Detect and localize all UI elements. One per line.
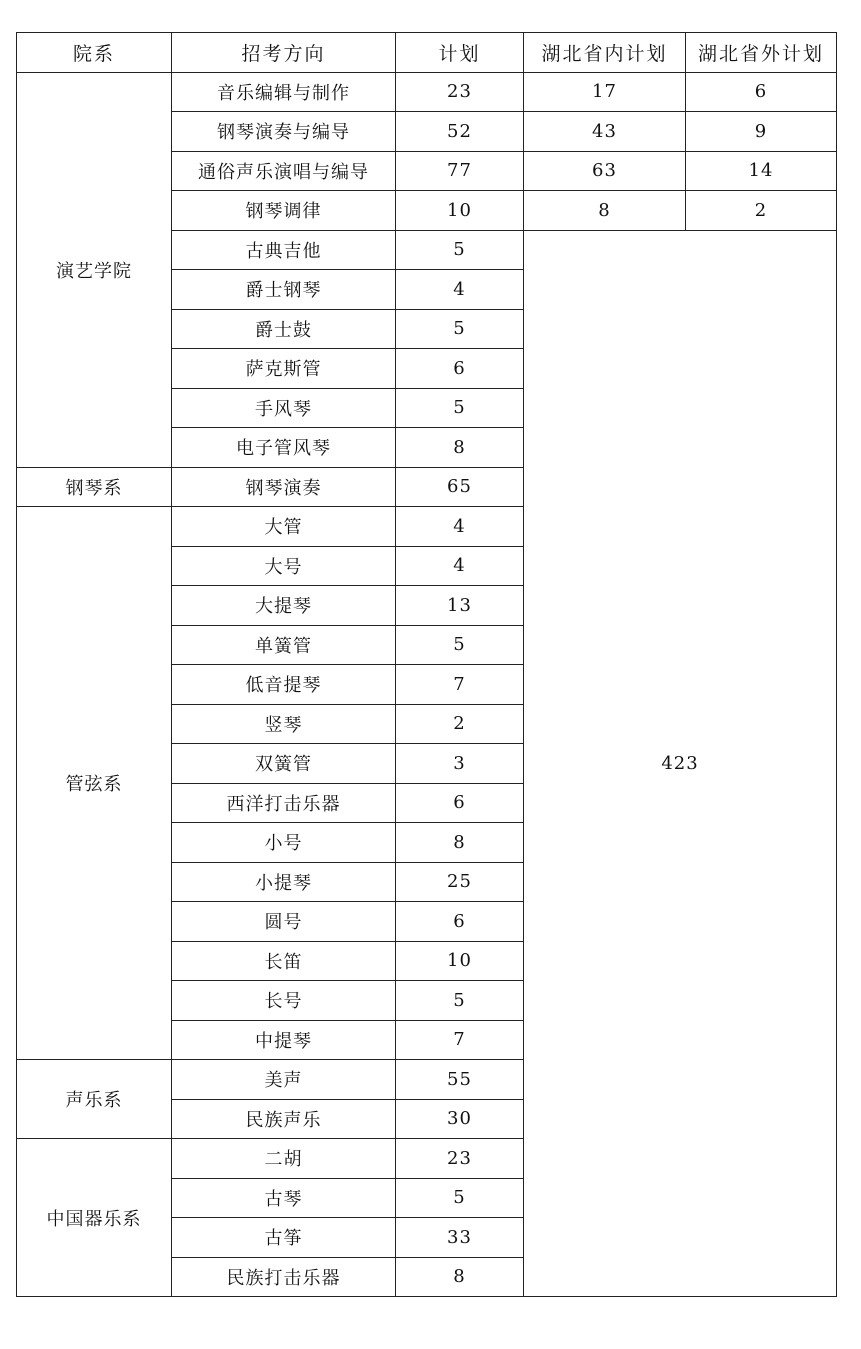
major-cell: 西洋打击乐器 <box>172 783 396 823</box>
in-hubei-cell: 63 <box>524 151 686 191</box>
plan-cell: 23 <box>396 1139 524 1179</box>
merged-regional-total-cell: 423 <box>524 230 837 1297</box>
major-cell: 萨克斯管 <box>172 349 396 389</box>
dept-cell: 钢琴系 <box>17 467 172 507</box>
major-cell: 手风琴 <box>172 388 396 428</box>
major-cell: 古筝 <box>172 1218 396 1258</box>
out-hubei-cell: 2 <box>686 191 837 231</box>
major-cell: 小号 <box>172 823 396 863</box>
plan-cell: 4 <box>396 546 524 586</box>
in-hubei-cell: 8 <box>524 191 686 231</box>
major-cell: 古琴 <box>172 1178 396 1218</box>
plan-cell: 4 <box>396 270 524 310</box>
dept-cell: 声乐系 <box>17 1060 172 1139</box>
major-cell: 音乐编辑与制作 <box>172 72 396 112</box>
major-cell: 竖琴 <box>172 704 396 744</box>
plan-cell: 5 <box>396 388 524 428</box>
plan-cell: 55 <box>396 1060 524 1100</box>
header-dept: 院系 <box>17 33 172 73</box>
plan-cell: 8 <box>396 428 524 468</box>
major-cell: 双簧管 <box>172 744 396 784</box>
plan-cell: 7 <box>396 665 524 705</box>
in-hubei-cell: 17 <box>524 72 686 112</box>
plan-cell: 6 <box>396 902 524 942</box>
out-hubei-cell: 6 <box>686 72 837 112</box>
plan-cell: 8 <box>396 1257 524 1297</box>
major-cell: 大号 <box>172 546 396 586</box>
plan-cell: 2 <box>396 704 524 744</box>
header-plan: 计划 <box>396 33 524 73</box>
major-cell: 古典吉他 <box>172 230 396 270</box>
header-out-hubei: 湖北省外计划 <box>686 33 837 73</box>
major-cell: 钢琴演奏 <box>172 467 396 507</box>
major-cell: 钢琴调律 <box>172 191 396 231</box>
plan-cell: 6 <box>396 349 524 389</box>
major-cell: 民族打击乐器 <box>172 1257 396 1297</box>
plan-cell: 77 <box>396 151 524 191</box>
table-body <box>17 72 837 1297</box>
plan-cell: 5 <box>396 230 524 270</box>
table-header-row <box>17 33 837 73</box>
plan-cell: 25 <box>396 862 524 902</box>
in-hubei-cell: 43 <box>524 112 686 152</box>
major-cell: 小提琴 <box>172 862 396 902</box>
major-cell: 二胡 <box>172 1139 396 1179</box>
dept-cell: 演艺学院 <box>17 72 172 467</box>
plan-cell: 3 <box>396 744 524 784</box>
major-cell: 圆号 <box>172 902 396 942</box>
plan-cell: 7 <box>396 1020 524 1060</box>
out-hubei-cell: 14 <box>686 151 837 191</box>
plan-cell: 5 <box>396 981 524 1021</box>
dept-cell: 中国器乐系 <box>17 1139 172 1297</box>
plan-cell: 8 <box>396 823 524 863</box>
plan-cell: 30 <box>396 1099 524 1139</box>
major-cell: 单簧管 <box>172 625 396 665</box>
header-major: 招考方向 <box>172 33 396 73</box>
header-in-hubei: 湖北省内计划 <box>524 33 686 73</box>
plan-cell: 52 <box>396 112 524 152</box>
plan-cell: 23 <box>396 72 524 112</box>
dept-cell: 管弦系 <box>17 507 172 1060</box>
major-cell: 大提琴 <box>172 586 396 626</box>
enrollment-plan-table <box>16 32 837 1297</box>
plan-cell: 5 <box>396 1178 524 1218</box>
major-cell: 通俗声乐演唱与编导 <box>172 151 396 191</box>
plan-cell: 13 <box>396 586 524 626</box>
major-cell: 美声 <box>172 1060 396 1100</box>
major-cell: 大管 <box>172 507 396 547</box>
plan-cell: 6 <box>396 783 524 823</box>
plan-cell: 65 <box>396 467 524 507</box>
major-cell: 民族声乐 <box>172 1099 396 1139</box>
out-hubei-cell: 9 <box>686 112 837 152</box>
major-cell: 长号 <box>172 981 396 1021</box>
major-cell: 爵士鼓 <box>172 309 396 349</box>
table-row <box>17 72 837 112</box>
plan-cell: 10 <box>396 941 524 981</box>
major-cell: 低音提琴 <box>172 665 396 705</box>
major-cell: 钢琴演奏与编导 <box>172 112 396 152</box>
major-cell: 长笛 <box>172 941 396 981</box>
plan-cell: 5 <box>396 309 524 349</box>
plan-cell: 4 <box>396 507 524 547</box>
major-cell: 爵士钢琴 <box>172 270 396 310</box>
plan-cell: 5 <box>396 625 524 665</box>
major-cell: 中提琴 <box>172 1020 396 1060</box>
plan-cell: 10 <box>396 191 524 231</box>
major-cell: 电子管风琴 <box>172 428 396 468</box>
plan-cell: 33 <box>396 1218 524 1258</box>
